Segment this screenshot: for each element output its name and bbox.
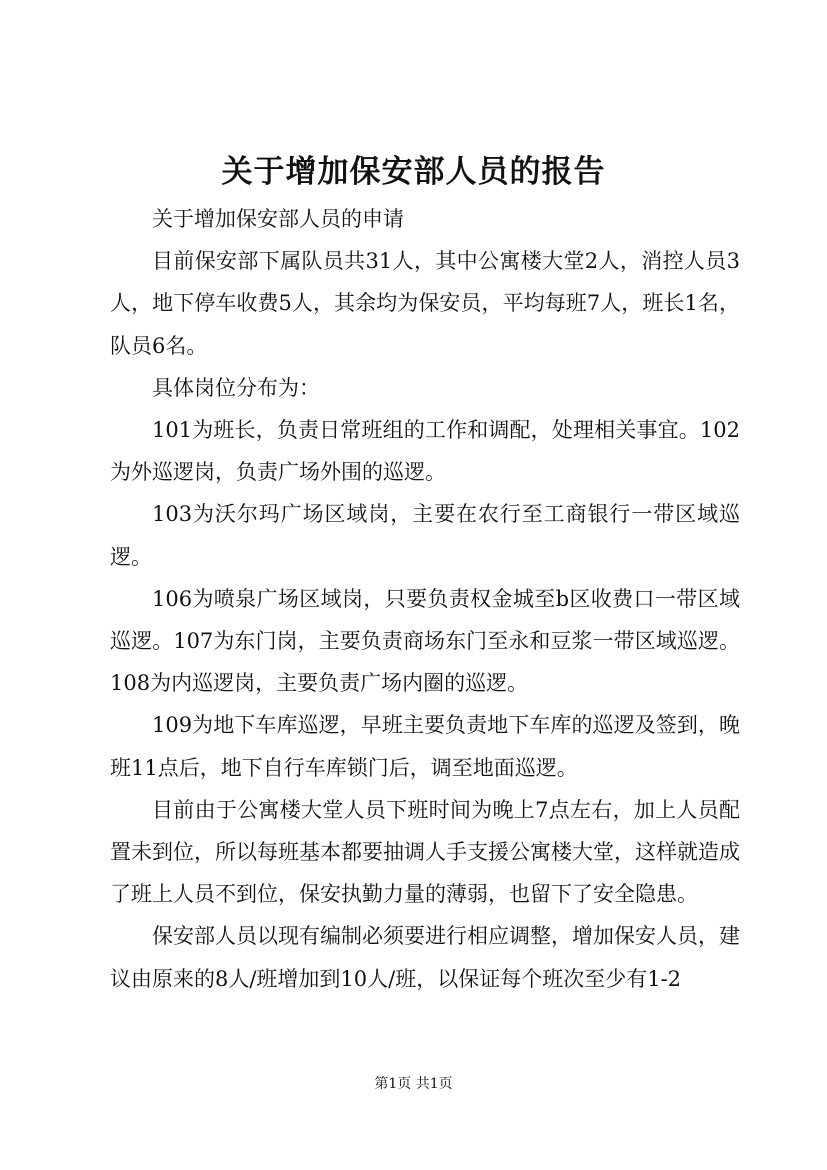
paragraph-post-109: 109为地下车库巡逻，早班主要负责地下车库的巡逻及签到，晚班11点后，地下自行车库锁门后，调至地面巡逻。 <box>110 713 740 780</box>
paragraph-post-106-108: 106为喷泉广场区域岗，只要负责权金城至b区收费口一带区域巡逻。107为东门岗，主要负责商场东门至永和豆浆一带区域巡逻。108为内巡逻岗，主要负责广场内圈的巡逻。 <box>110 586 740 696</box>
document-title: 关于增加保安部人员的报告 <box>221 154 606 190</box>
paragraph-post-101-102: 101为班长，负责日常班组的工作和调配，处理相关事宜。102为外巡逻岗，负责广场外围的巡逻。 <box>110 418 740 485</box>
paragraph-current-issue: 目前由于公寓楼大堂人员下班时间为晚上7点左右，加上人员配置未到位，所以每班基本都要抽调人手支援公寓楼大堂，这样就造成了班上人员不到位，保安执勤力量的薄弱，也留下了安全隐患。 <box>110 797 740 907</box>
document-body <box>110 198 740 1000</box>
paragraph-post-heading: 具体岗位分布为： <box>152 375 320 400</box>
paragraph-post-103: 103为沃尔玛广场区域岗，主要在农行至工商银行一带区域巡逻。 <box>110 502 740 569</box>
paragraph-subject: 关于增加保安部人员的申请 <box>152 207 404 231</box>
paragraph-proposal: 保安部人员以现有编制必须要进行相应调整，增加保安人员，建议由原来的8人/班增加到10人/班，以保证每个班次至少有1-2 <box>110 924 740 991</box>
paragraph-staff-summary: 目前保安部下属队员共31人，其中公寓楼大堂2人，消控人员3人，地下停车收费5人，其余均为保安员，平均每班7人，班长1名，队员6名。 <box>110 249 740 358</box>
page-number-footer: 第1页 共1页 <box>374 1076 453 1092</box>
